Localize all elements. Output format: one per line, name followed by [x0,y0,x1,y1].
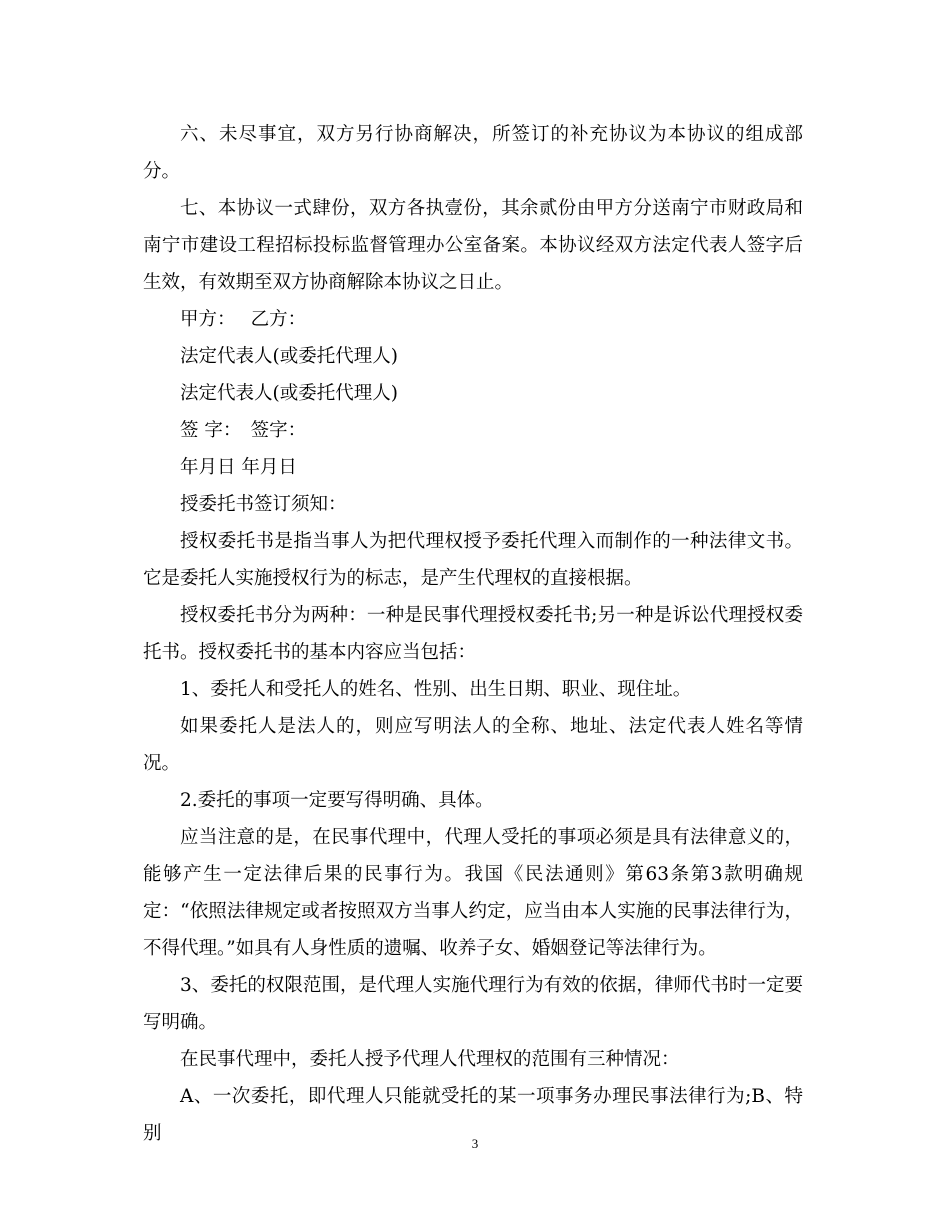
paragraph-scope-intro: 在民事代理中，委托人授予代理人代理权的范围有三种情况： [180,1049,680,1070]
page-number: 3 [471,1136,479,1151]
paragraph-legal-rep-b: 法定代表人(或委托代理人) [180,383,398,404]
paragraph-definition: 授权委托书是指当事人为把代理权授予委托代理入而制作的一种法律文书。它是委托人实施授权行为的标志，是产生代理权的直接根据。 [143,531,803,589]
paragraph-clause-6: 六、未尽事宜，双方另行协商解决，所签订的补充协议为本协议的组成部分。 [143,124,803,182]
paragraph-notice-heading: 授委托书签订须知： [180,494,347,515]
paragraph-item-3: 3、委托的权限范围，是代理人实施代理行为有效的依据，律师代书时一定要写明确。 [143,975,803,1033]
paragraph-scope-a: A、一次委托，即代理人只能就受托的某一项事务办理民事法律行为;B、特别 [143,1086,803,1144]
document-body [143,116,803,1152]
paragraph-parties: 甲方： 乙方： [180,309,307,330]
paragraph-item-1: 1、委托人和受托人的姓名、性别、出生日期、职业、现住址。 [180,679,692,700]
paragraph-signature: 签 字： 签字： [180,420,307,441]
paragraph-date: 年月日 年月日 [180,457,297,478]
paragraph-legal-rep-a: 法定代表人(或委托代理人) [180,346,398,367]
paragraph-types: 授权委托书分为两种：一种是民事代理授权委托书;另一种是诉讼代理授权委托书。授权委托书的基本内容应当包括： [143,605,803,663]
paragraph-item-2-note: 应当注意的是，在民事代理中，代理人受托的事项必须是具有法律意义的，能够产生一定法律后果的民事行为。我国《民法通则》第63条第3款明确规定：“依照法律规定或者按照双方当事人约定，应当由本人实施的民事法律行为，不得代理。”如具有人身性质的遗嘱、收养子女、婚姻登记等法律行为。 [143,827,803,959]
paragraph-clause-7: 七、本协议一式肆份，双方各执壹份，其余贰份由甲方分送南宁市财政局和南宁市建设工程招标投标监督管理办公室备案。本协议经双方法定代表人签字后生效，有效期至双方协商解除本协议之日止。 [143,198,803,293]
paragraph-item-1-note: 如果委托人是法人的，则应写明法人的全称、地址、法定代表人姓名等情况。 [143,716,803,774]
paragraph-item-2: 2.委托的事项一定要写得明确、具体。 [180,790,494,811]
